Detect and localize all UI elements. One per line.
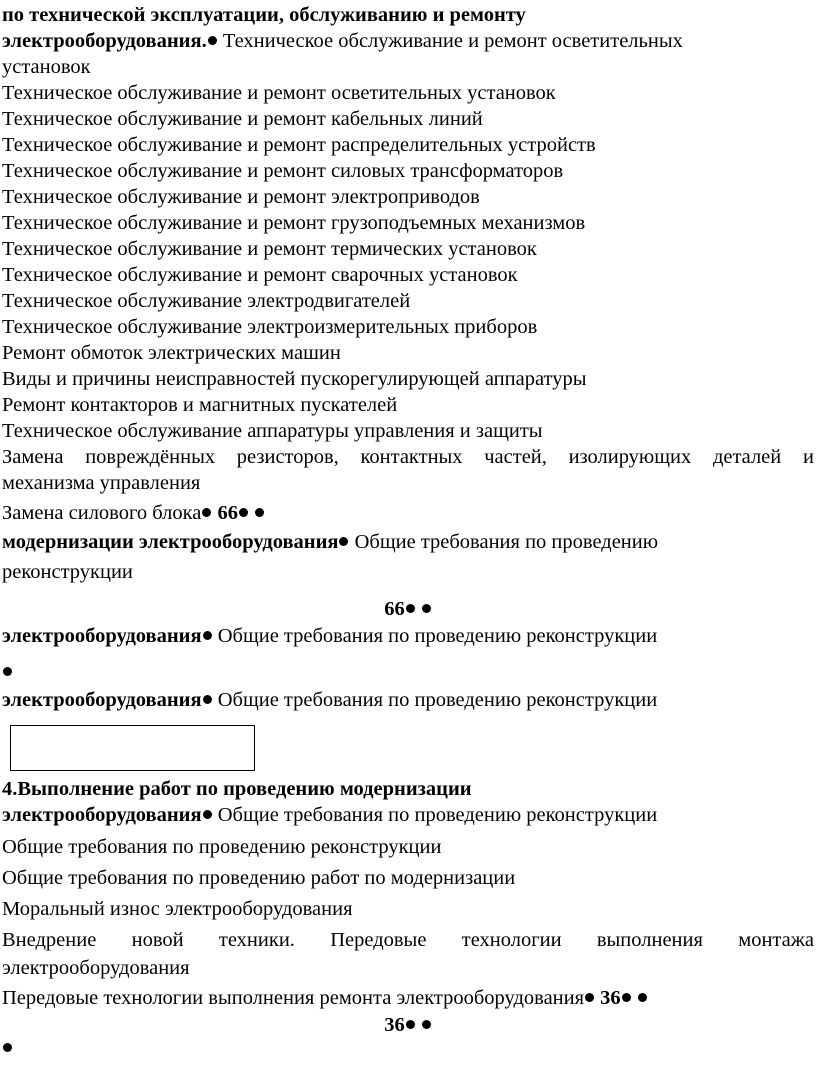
word: резисторов, [236,446,339,468]
bullet-dot-icon [622,993,631,1002]
word: Внедрение [2,929,97,951]
toc-line: Техническое обслуживание электродвигателей [2,290,411,312]
word: выполнения [596,929,703,951]
word: Передовые [330,929,427,951]
toc-line: электрооборудования [2,957,190,979]
page-number: 36 [595,987,621,1009]
line-text: Общие требования по проведению [349,531,659,553]
word: технологии [461,929,562,951]
bullet-dot-icon [255,508,264,517]
line-text: Передовые технологии выполнения ремонта электрооборудования [2,987,585,1009]
word: повреждённых [85,446,216,468]
bullet-dot-icon [3,1043,12,1052]
toc-line: Техническое обслуживание и ремонт осветительных установок [2,82,556,104]
section-heading: 4.Выполнение работ по проведению модернизации [2,778,472,800]
page-number-line [2,597,814,621]
toc-line [2,530,814,554]
toc-line [2,29,814,53]
toc-line: Моральный износ электрооборудования [2,898,353,920]
line-text: Общие требования по проведению реконструкции [212,625,658,647]
page-number: 66 [384,598,405,620]
word: новой [131,929,184,951]
word: монтажа [738,929,814,951]
toc-line: Техническое обслуживание и ремонт распределительных устройств [2,134,596,156]
toc-line: Ремонт обмоток электрических машин [2,342,341,364]
word: Замена [2,446,64,468]
word: и [802,446,814,468]
bullet-dot-icon [203,695,212,704]
word: частей, [484,446,547,468]
bullet-dot-icon [585,993,594,1002]
bullet-line [2,1036,814,1060]
page-number: 66 [212,502,239,524]
bullet-dot-icon [208,36,217,45]
toc-line: по технической эксплуатации, обслуживанию и ремонту [2,4,526,26]
toc-line: Общие требования по проведению работ по модернизации [2,867,516,889]
bullet-dot-icon [202,508,211,517]
toc-line: Техническое обслуживание и ремонт термических установок [2,238,537,260]
toc-line-justified [2,928,814,952]
toc-line: установок [2,56,91,78]
line-text: Замена силового блока [2,502,202,524]
bullet-dot-icon [339,537,348,546]
bullet-dot-icon [406,604,415,613]
bullet-dot-icon [638,993,647,1002]
toc-line [2,501,814,525]
bold-fragment: модернизации электрооборудования [2,531,339,553]
toc-line: Техническое обслуживание и ремонт грузоподъемных механизмов [2,212,586,234]
bullet-dot-icon [203,810,212,819]
toc-line: Виды и причины неисправностей пускорегулирующей аппаратуры [2,368,587,390]
line-text: Общие требования по проведению реконструкции [212,804,658,826]
page-number: 36 [384,1014,405,1036]
toc-line: Общие требования по проведению реконструкции [2,836,442,858]
toc-line: Техническое обслуживание электроизмерительных приборов [2,316,538,338]
word: техники. [218,929,295,951]
toc-line [2,624,814,648]
bullet-dot-icon [406,1020,415,1029]
toc-line: Техническое обслуживание и ремонт электроприводов [2,186,480,208]
toc-line: Техническое обслуживание и ремонт силовых трансформаторов [2,160,564,182]
word: контактных [360,446,463,468]
toc-line: Техническое обслуживание и ремонт сварочных установок [2,264,518,286]
bold-fragment: электрооборудования [2,689,202,711]
toc-line: Техническое обслуживание и ремонт кабельных линий [2,108,483,130]
bullet-dot-icon [203,631,212,640]
bullet-dot-icon [422,1020,431,1029]
word: изолирующих [568,446,692,468]
bold-fragment: электрооборудования [2,625,202,647]
toc-line: механизма управления [2,472,201,494]
toc-line [2,688,814,712]
toc-line: Ремонт контакторов и магнитных пускателей [2,394,398,416]
bullet-dot-icon [3,667,12,676]
toc-line: Техническое обслуживание аппаратуры управления и защиты [2,420,543,442]
bold-fragment: электрооборудования [2,804,202,826]
toc-line [2,803,814,827]
line-text: Техническое обслуживание и ремонт осветительных [217,30,683,52]
toc-line [2,986,814,1010]
page-number-line [2,1013,814,1037]
empty-frame [10,725,255,771]
toc-line: реконструкции [2,561,133,583]
word: деталей [712,446,782,468]
bullet-line [2,660,814,684]
toc-line-justified [2,445,814,469]
bullet-dot-icon [239,508,248,517]
bullet-dot-icon [422,604,431,613]
bold-fragment: электрооборудования. [2,30,207,52]
line-text: Общие требования по проведению реконструкции [212,689,658,711]
